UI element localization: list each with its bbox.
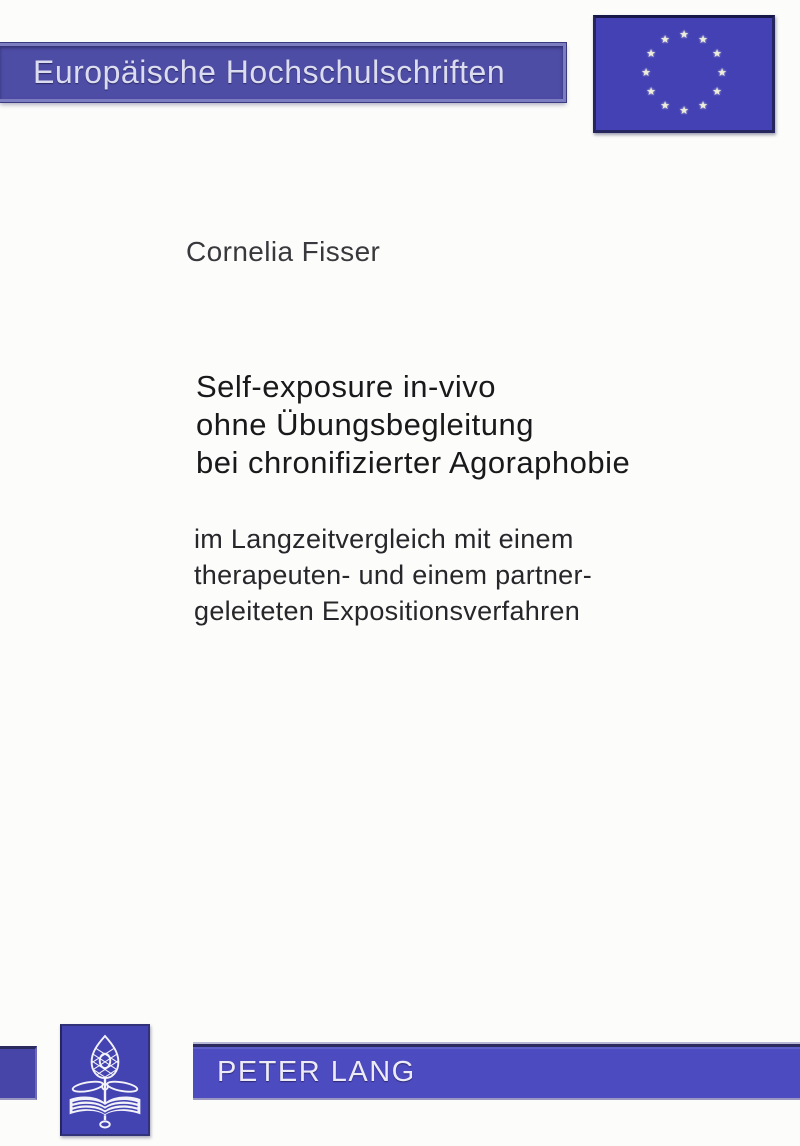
publisher-banner [193,1044,800,1100]
title-line: Self-exposure in-vivo [196,369,496,404]
eu-flag-icon [593,15,775,133]
eu-star-icon: ★ [660,99,670,112]
publisher-name: PETER LANG [217,1056,416,1088]
eu-star-icon: ★ [646,47,656,60]
series-banner [0,43,566,102]
title-line: bei chronifizierter Agoraphobie [196,445,631,480]
eu-star-icon: ★ [712,47,722,60]
publisher-logo [60,1024,150,1136]
eu-star-icon: ★ [717,66,727,79]
eu-star-icon: ★ [698,99,708,112]
author-name: Cornelia Fisser [186,236,381,267]
eu-star-icon: ★ [641,66,651,79]
eu-star-icon: ★ [679,28,689,41]
subtitle-line: im Langzeitvergleich mit einem [194,524,574,554]
peter-lang-emblem-icon [62,1026,148,1134]
title-line: ohne Übungsbegleitung [196,407,534,442]
series-title: Europäische Hochschulschriften [33,54,506,90]
subtitle-line: therapeuten- und einem partner- [194,560,593,590]
eu-star-icon: ★ [679,104,689,117]
subtitle-line: geleiteten Expositionsverfahren [194,596,581,626]
publisher-bar-left-stub [0,1046,37,1100]
eu-star-icon: ★ [698,33,708,46]
eu-star-icon: ★ [646,85,656,98]
eu-star-icon: ★ [660,33,670,46]
book-title [196,368,630,482]
eu-star-icon: ★ [712,85,722,98]
book-subtitle [194,521,592,629]
